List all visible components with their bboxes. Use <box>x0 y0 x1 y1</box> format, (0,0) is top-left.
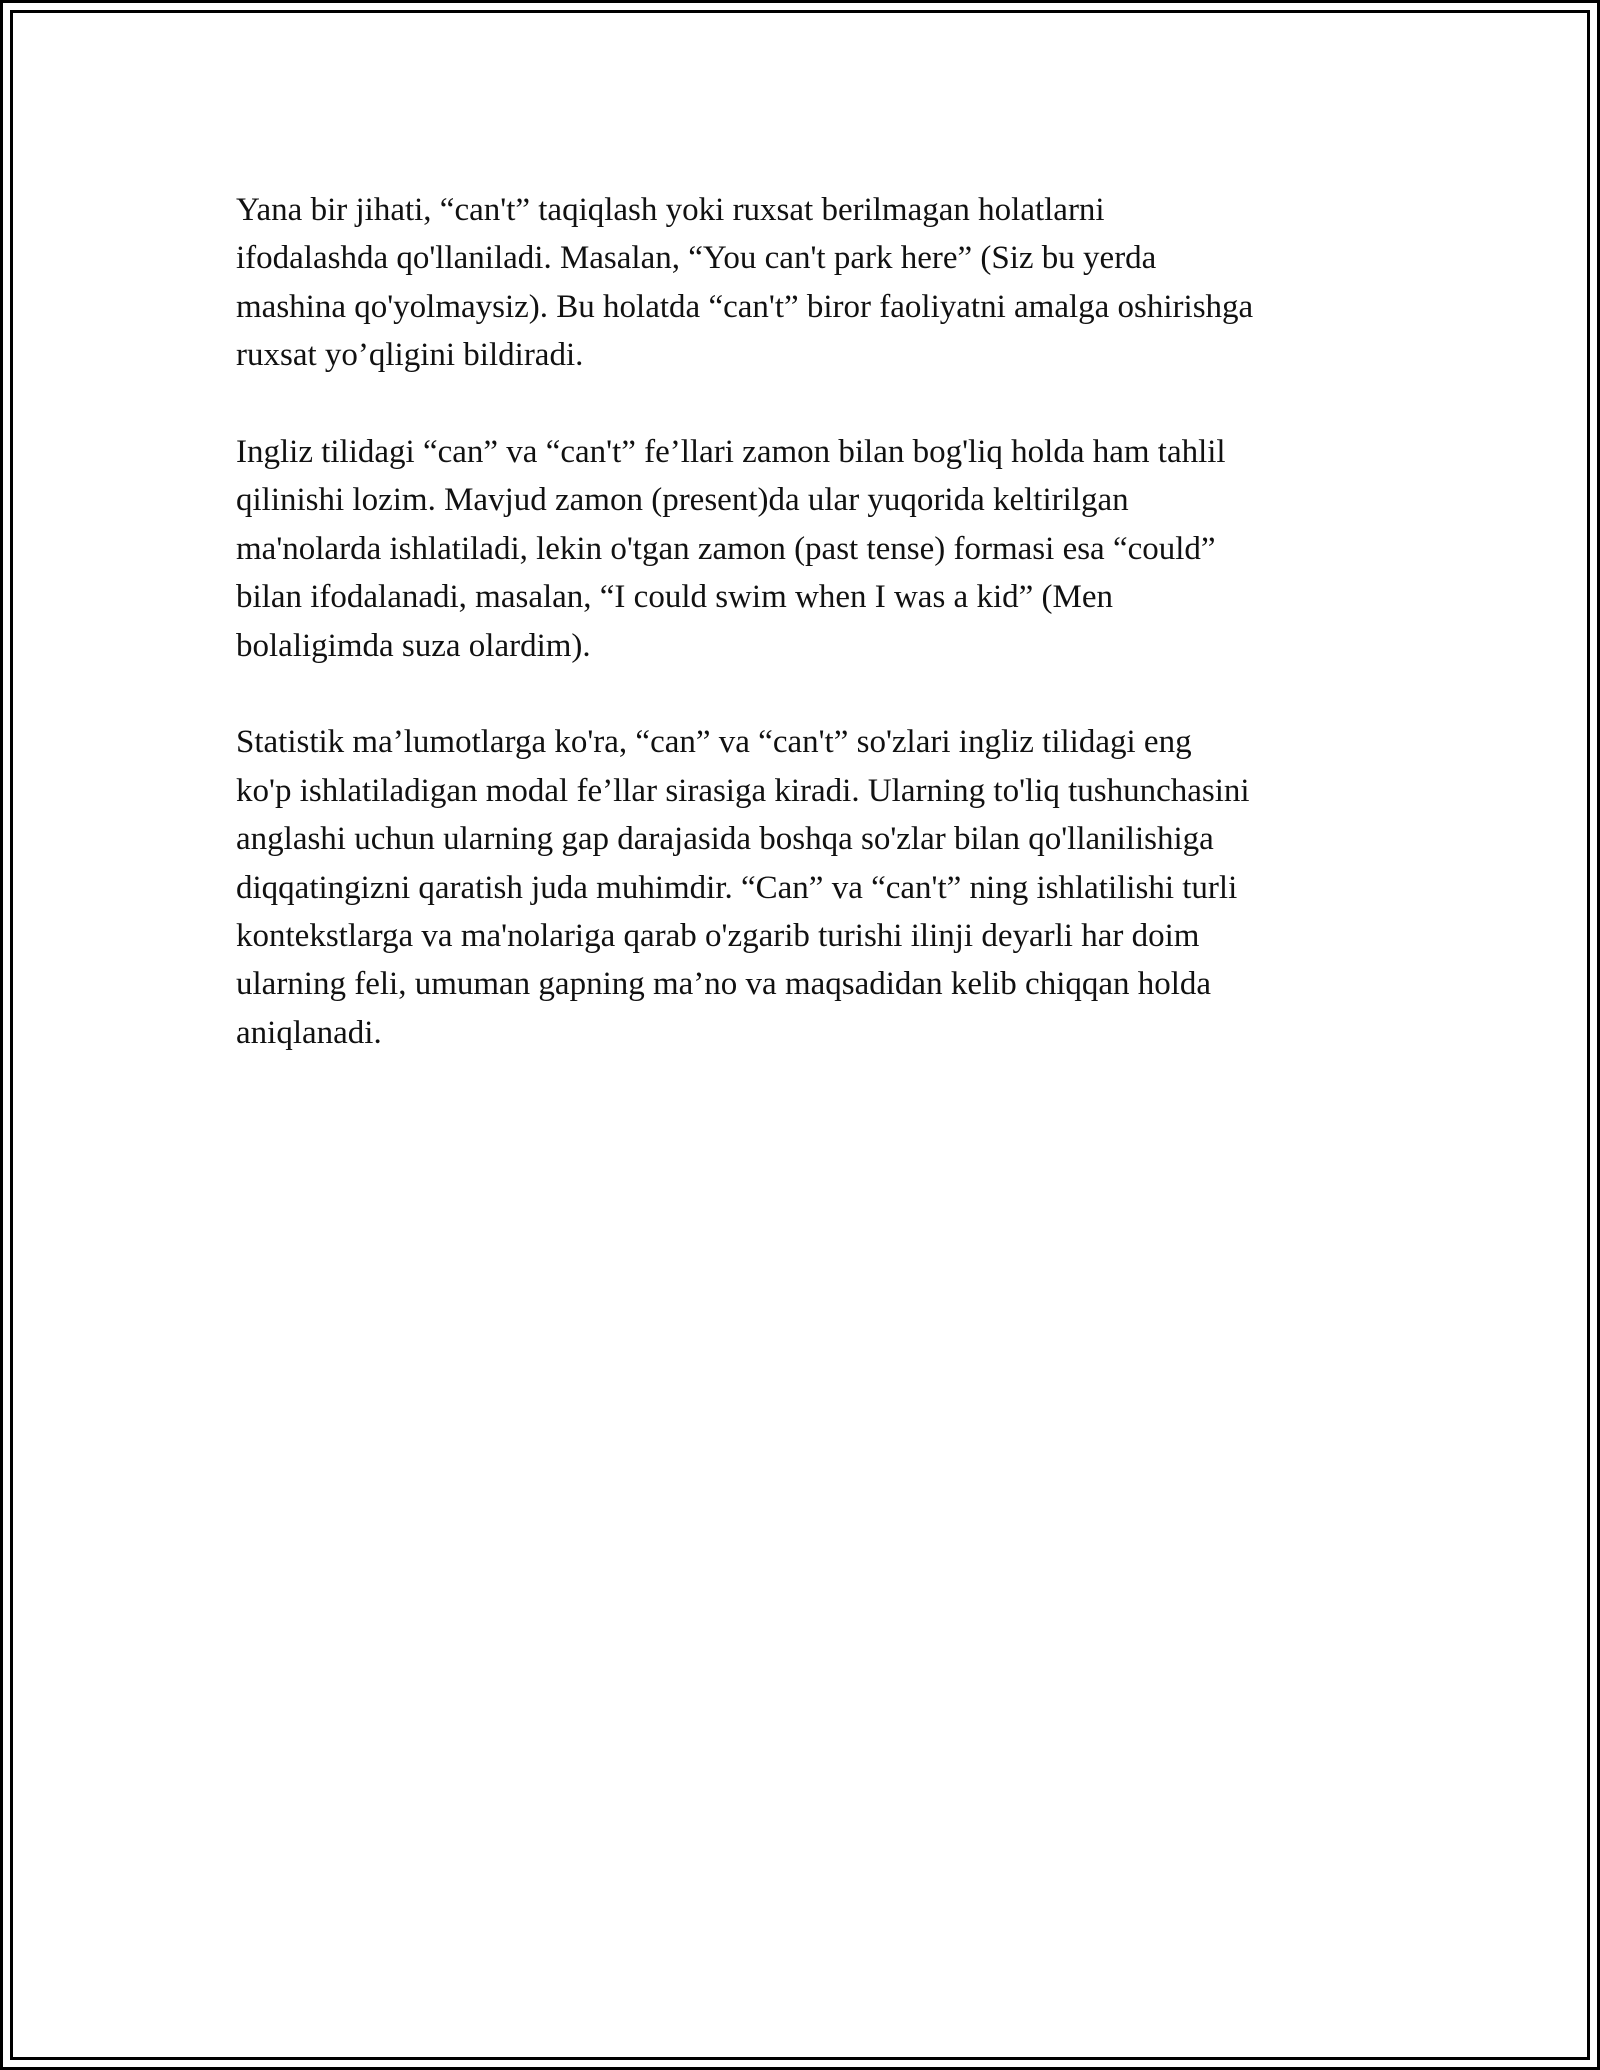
text-line: ifodalashda qo'llaniladi. Masalan, “You can't park here” (Siz bu yerda <box>236 240 1157 277</box>
document-body <box>236 186 1396 1106</box>
paragraph-3 <box>236 718 1396 1057</box>
paragraph-2 <box>236 428 1396 670</box>
text-line: Yana bir jihati, “can't” taqiqlash yoki ruxsat berilmagan holatlarni <box>236 192 1105 228</box>
text-line: diqqatingizni qaratish juda muhimdir. “Can” va “can't” ning ishlatilishi turli <box>236 869 1238 906</box>
text-line: qilinishi lozim. Mavjud zamon (present)da ular yuqorida keltirilgan <box>236 482 1129 519</box>
text-line: anglashi uchun ularning gap darajasida boshqa so'zlar bilan qo'llanilishiga <box>236 821 1214 858</box>
paragraph-1 <box>236 186 1396 380</box>
text-line: ko'p ishlatiladigan modal fe’llar sirasiga kiradi. Ularning to'liq tushunchasini <box>236 772 1250 809</box>
text-line: aniqlanadi. <box>236 1014 382 1051</box>
text-line: bolaligimda suza olardim). <box>236 627 591 664</box>
text-line: ularning feli, umuman gapning ma’no va maqsadidan kelib chiqqan holda <box>236 966 1212 1003</box>
text-line: bilan ifodalanadi, masalan, “I could swim when I was a kid” (Men <box>236 579 1113 616</box>
text-line: ruxsat yo’qligini bildiradi. <box>236 337 584 374</box>
text-line: mashina qo'yolmaysiz). Bu holatda “can't” biror faoliyatni amalga oshirishga <box>236 288 1254 325</box>
text-line: Statistik ma’lumotlarga ko'ra, “can” va “can't” so'zlari ingliz tilidagi eng <box>236 724 1192 761</box>
text-line: ma'nolarda ishlatiladi, lekin o'tgan zamon (past tense) formasi esa “could” <box>236 530 1216 567</box>
text-line: Ingliz tilidagi “can” va “can't” fe’llari zamon bilan bog'liq holda ham tahlil <box>236 434 1226 471</box>
text-line: kontekstlarga va ma'nolariga qarab o'zgarib turishi ilinji deyarli har doim <box>236 918 1200 955</box>
